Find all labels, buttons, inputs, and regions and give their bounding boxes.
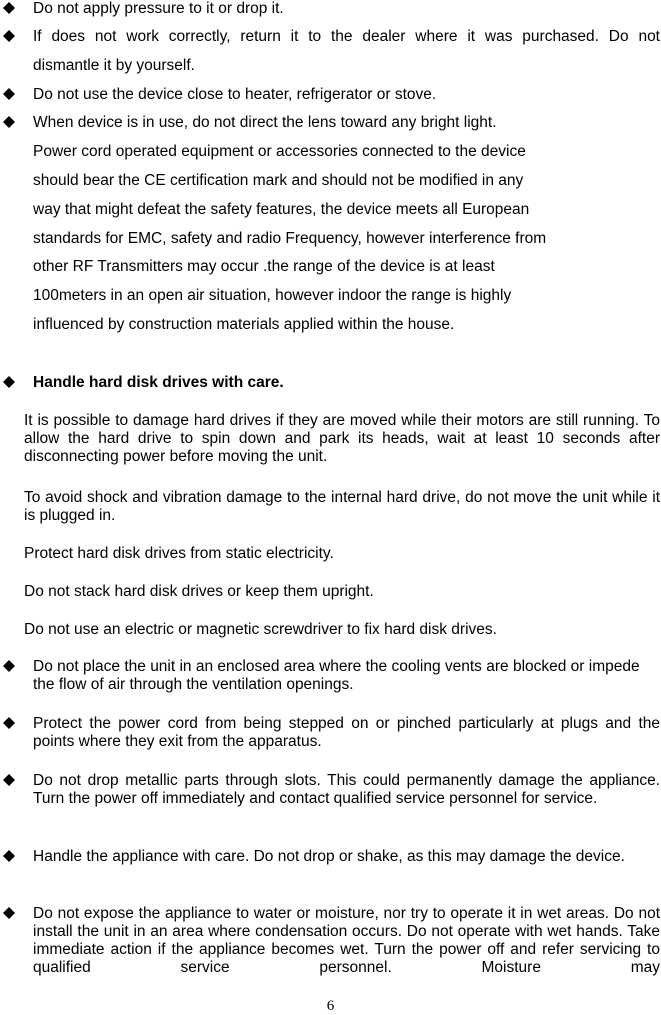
bullet-text-continuation: influenced by construction materials applied within the house. <box>33 316 455 333</box>
bullet-text: Do not drop metallic parts through slots. This could permanently damage the appliance. Turn the power off immediately and contact qualified service personnel for service. <box>33 772 660 807</box>
paragraph: It is possible to damage hard drives if they are moved while their motors are still running. To allow the hard drive to spin down and park its heads, wait at least 10 seconds after disconnecting power before moving the unit. <box>24 412 660 465</box>
diamond-bullet-icon <box>2 849 16 863</box>
bullet-text: Do not place the unit in an enclosed area where the cooling vents are blocked or impede the flow of air through the ventilation openings. <box>33 658 640 693</box>
diamond-bullet-icon <box>2 29 16 43</box>
diamond-bullet-icon <box>2 906 16 920</box>
diamond-bullet-icon <box>2 375 16 389</box>
diamond-bullet-icon <box>2 716 16 730</box>
page-number: 6 <box>326 998 335 1014</box>
paragraph: To avoid shock and vibration damage to the internal hard drive, do not move the unit while it is plugged in. <box>24 489 660 524</box>
bullet-text: Protect the power cord from being stepped on or pinched particularly at plugs and the points where they exit from the apparatus. <box>33 715 660 750</box>
bullet-text-continuation: other RF Transmitters may occur .the range of the device is at least <box>33 258 495 275</box>
bullet-text-continuation: 100meters in an open air situation, however indoor the range is highly <box>33 287 512 304</box>
diamond-bullet-icon <box>2 87 16 101</box>
bullet-text: Do not apply pressure to it or drop it. <box>33 0 284 17</box>
bullet-text: Handle the appliance with care. Do not drop or shake, as this may damage the device. <box>33 848 625 865</box>
bullet-text-continuation: way that might defeat the safety features, the device meets all European <box>33 201 530 218</box>
bullet-text: When device is in use, do not direct the lens toward any bright light. <box>33 114 497 131</box>
paragraph: Do not use an electric or magnetic screwdriver to fix hard disk drives. <box>24 621 497 638</box>
bullet-text: Do not use the device close to heater, refrigerator or stove. <box>33 86 437 103</box>
bullet-text-continuation: should bear the CE certification mark and should not be modified in any <box>33 172 524 189</box>
bullet-text-continuation: Power cord operated equipment or accessories connected to the device <box>33 143 526 160</box>
diamond-bullet-icon <box>2 1 16 15</box>
diamond-bullet-icon <box>2 659 16 673</box>
bullet-text-continuation: standards for EMC, safety and radio Frequency, however interference from <box>33 230 547 247</box>
paragraph: Do not stack hard disk drives or keep them upright. <box>24 583 374 600</box>
bullet-text-continuation: dismantle it by yourself. <box>33 57 195 74</box>
diamond-bullet-icon <box>2 115 16 129</box>
section-heading: Handle hard disk drives with care. <box>33 374 284 391</box>
diamond-bullet-icon <box>2 773 16 787</box>
bullet-text: Do not expose the appliance to water or moisture, nor try to operate it in wet areas. Do not install the unit in an area where condensation occurs. Do not operate with wet hands. Take immediate action if the appliance becomes wet. Turn the power off and refer servicing to qualified service personnel. Moisture may <box>33 905 660 976</box>
paragraph: Protect hard disk drives from static electricity. <box>24 545 334 562</box>
bullet-text: If does not work correctly, return it to the dealer where it was purchased. Do not <box>33 28 660 45</box>
